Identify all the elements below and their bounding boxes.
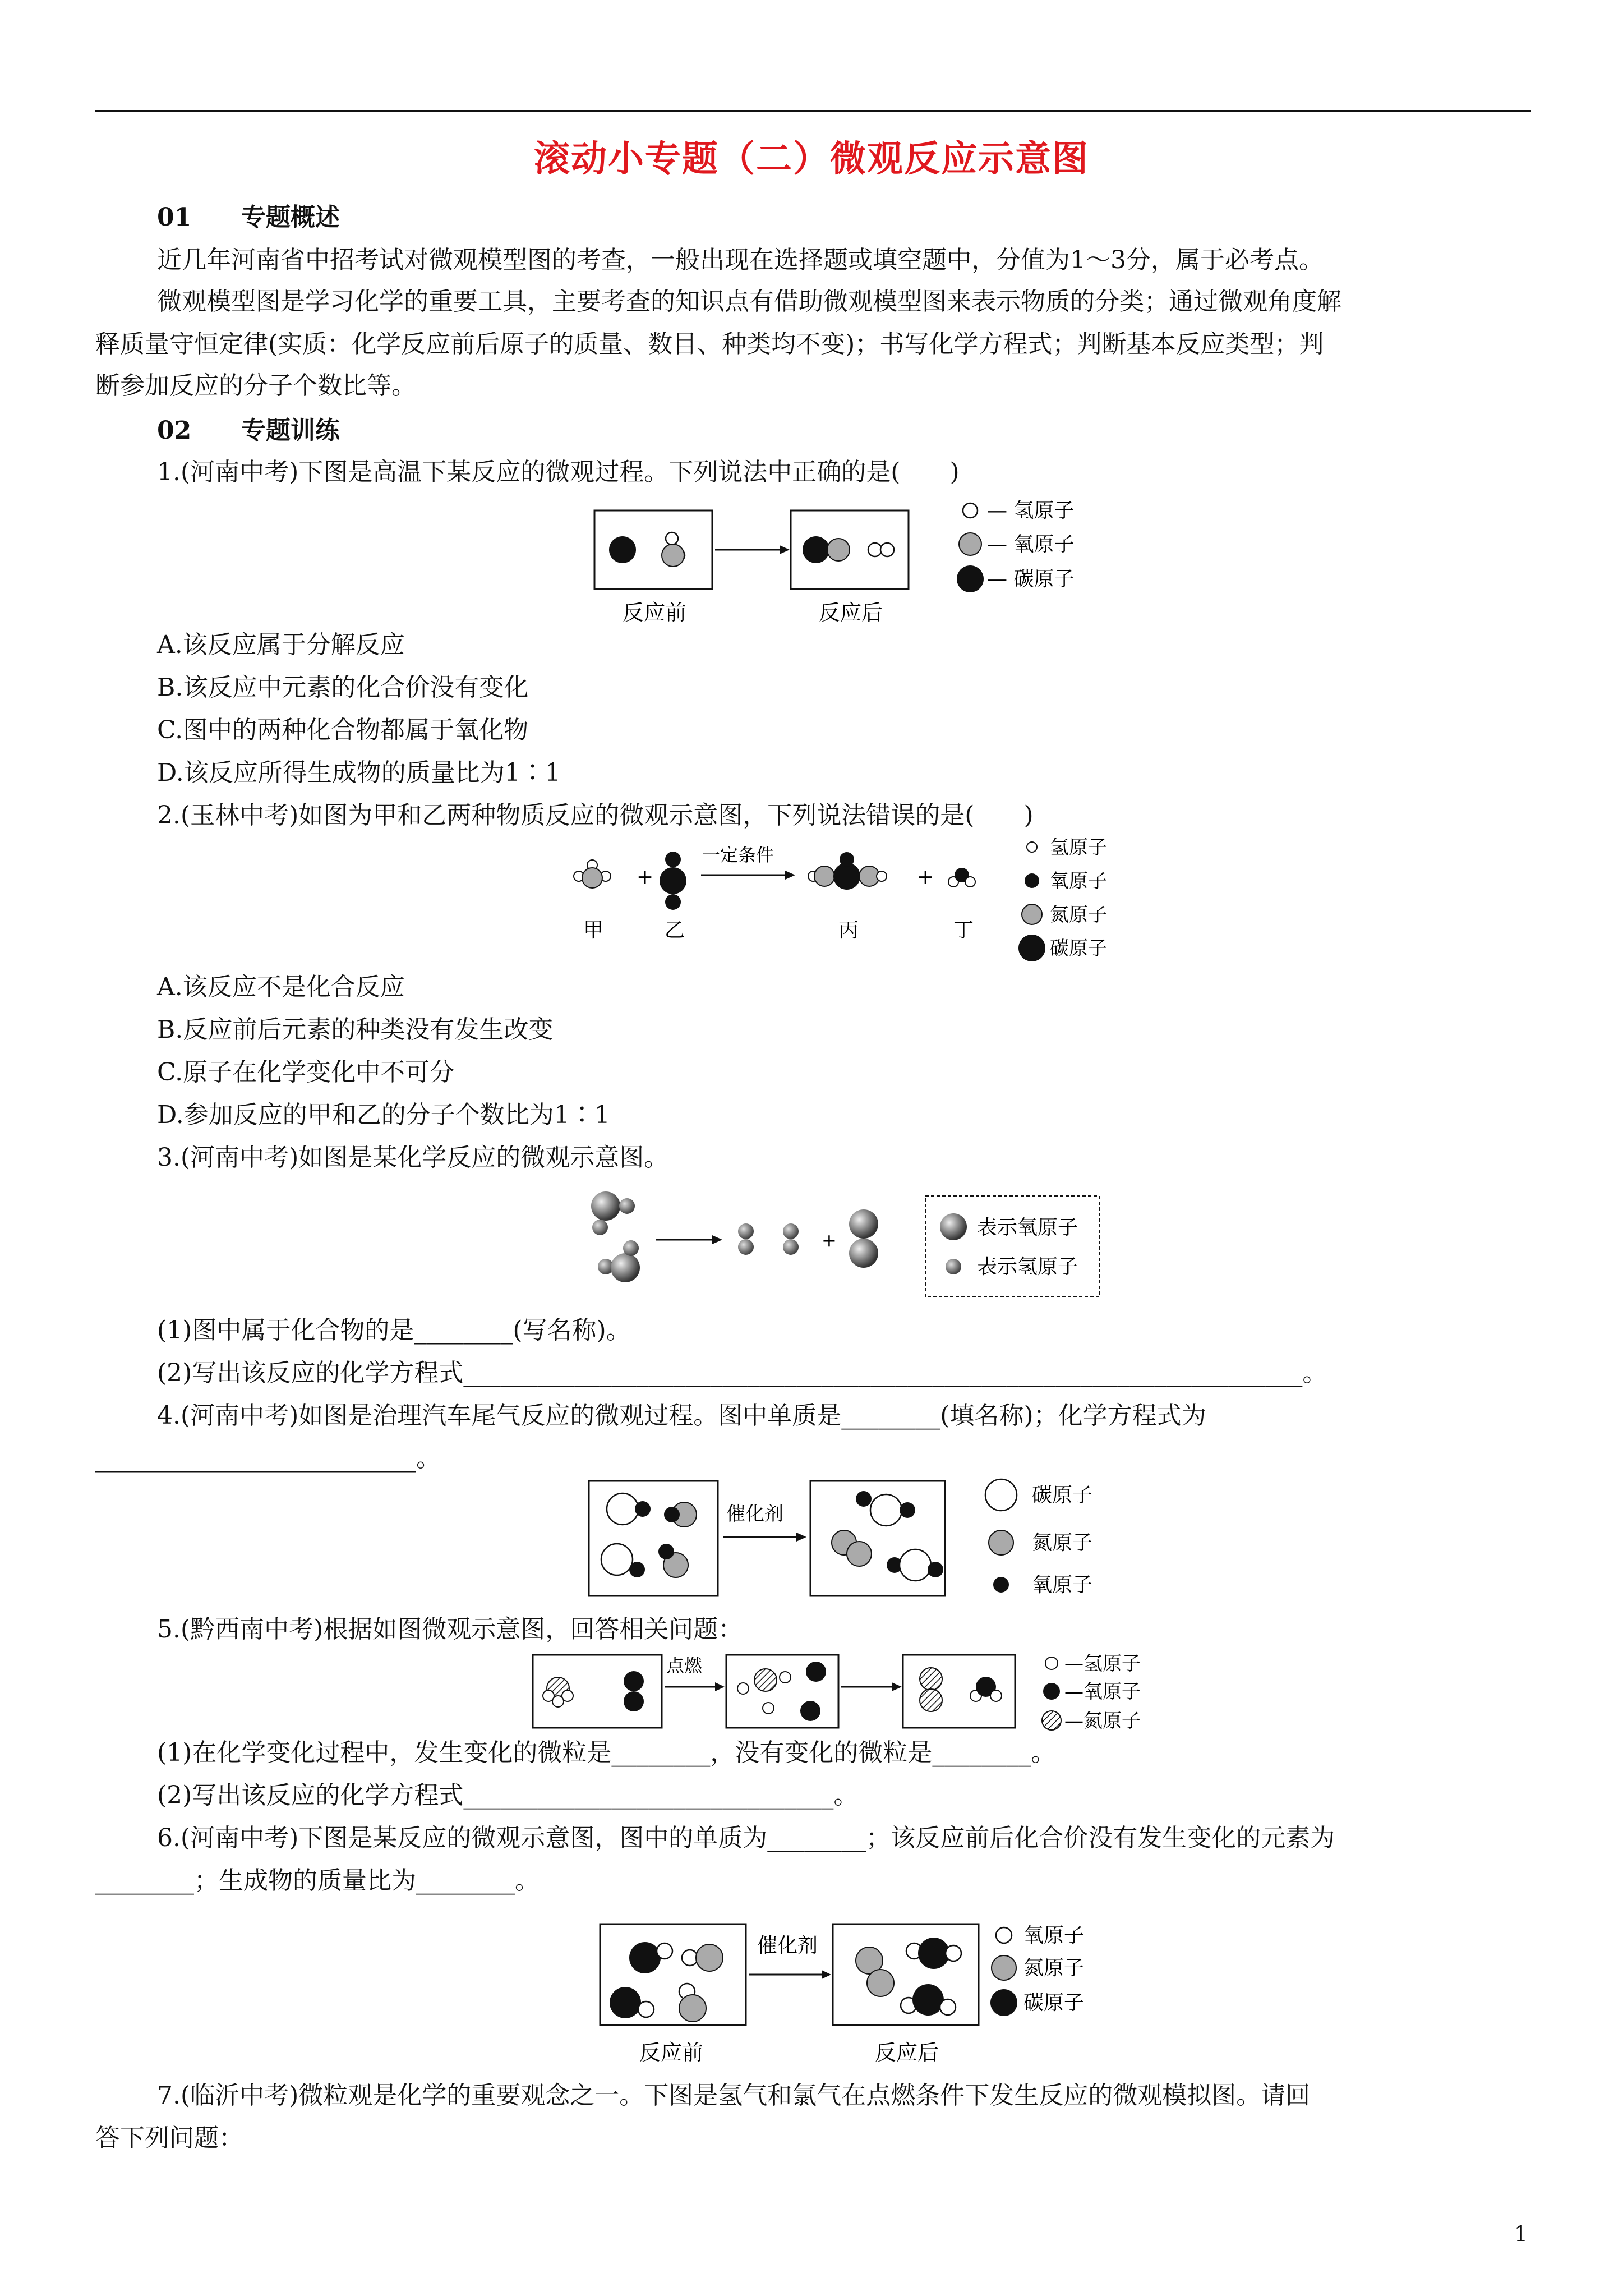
- q2-option-c: C.原子在化学变化中不可分: [157, 1058, 455, 1087]
- oxygen-atom: [662, 544, 684, 567]
- svg-text:+: +: [822, 1230, 837, 1251]
- hydrogen-atom: [783, 1239, 799, 1255]
- q2-figure: [561, 836, 1150, 970]
- oxygen-atom: [682, 1950, 698, 1966]
- oxygen-atom: [665, 894, 681, 910]
- q1-after-label: 反应后: [819, 600, 883, 625]
- oxygen-atom: [928, 1562, 943, 1577]
- carbon-atom: [609, 536, 636, 563]
- hydrogen-atom: [877, 871, 887, 881]
- q1-legend-oxygen: — 氧原子: [987, 533, 1075, 556]
- q2-legend-hydrogen: 氢原子: [1050, 836, 1107, 859]
- oxygen-atom: [665, 852, 681, 867]
- oxygen-atom: [856, 1491, 872, 1507]
- legend-nitrogen-icon: [989, 1530, 1013, 1555]
- q4-figure: [583, 1475, 1116, 1610]
- nitrogen-atom: [920, 1668, 942, 1690]
- q3-legend-box: [925, 1196, 1099, 1297]
- oxygen-atom: [657, 1943, 672, 1959]
- q4-stem-line1: 4.(河南中考)如图是治理汽车尾气反应的微观过程。图中单质是________(填名称)；化学方程式为: [157, 1401, 1206, 1430]
- oxygen-atom: [658, 1544, 674, 1559]
- legend-nitrogen-icon: [992, 1955, 1016, 1980]
- legend-oxygen-icon: [993, 1577, 1009, 1593]
- hydrogen-atom: [738, 1239, 754, 1255]
- q2-stem: 2.(玉林中考)如图为甲和乙两种物质反应的微观示意图，下列说法错误的是( ): [157, 801, 1034, 830]
- q2-option-b: B.反应前后元素的种类没有发生改变: [157, 1015, 554, 1044]
- q6-stem-line2: ________；生成物的质量比为________。: [95, 1866, 540, 1895]
- q1-option-c: C.图中的两种化合物都属于氧化物: [157, 716, 529, 744]
- q4-before-box: [589, 1481, 718, 1596]
- q1-legend-hydrogen: — 氢原子: [987, 499, 1075, 522]
- q5-sub1: (1)在化学变化过程中，发生变化的微粒是________，没有变化的微粒是________。: [157, 1738, 1056, 1767]
- q5-stem: 5.(黔西南中考)根据如图微观示意图，回答相关问题：: [157, 1615, 743, 1644]
- legend-carbon-icon: [1018, 935, 1045, 961]
- q2-label-ding: 丁: [953, 919, 974, 942]
- hydrogen-atom: [780, 1672, 791, 1683]
- hydrogen-atom: [763, 1703, 774, 1714]
- carbon-atom: [870, 1494, 902, 1526]
- carbon-atom: [601, 1544, 633, 1575]
- carbon-atom: [629, 1942, 661, 1973]
- oxygen-atom: [611, 1253, 640, 1282]
- legend-hydrogen-icon: [963, 503, 978, 518]
- oxygen-atom: [664, 1507, 680, 1522]
- nitrogen-atom: [847, 1542, 872, 1566]
- q5-legend-oxygen: —氧原子: [1064, 1681, 1141, 1703]
- q1-stem: 1.(河南中考)下图是高温下某反应的微观过程。下列说法中正确的是( ): [157, 458, 960, 486]
- q6-figure: [594, 1913, 1110, 2076]
- legend-oxygen-icon: [940, 1213, 967, 1240]
- q6-stem-line1: 6.(河南中考)下图是某反应的微观示意图，图中的单质为________；该反应前后化合价没有发生变化的元素为: [157, 1824, 1335, 1852]
- nitrogen-atom: [582, 868, 602, 888]
- oxygen-atom: [635, 1501, 651, 1517]
- q1-option-d: D.该反应所得生成物的质量比为1∶1: [157, 758, 561, 787]
- hydrogen-atom: [552, 1696, 564, 1707]
- q2-legend-oxygen: 氧原子: [1050, 870, 1107, 892]
- oxygen-atom: [624, 1671, 644, 1691]
- nitrogen-atom: [867, 1970, 894, 1996]
- hydrogen-atom: [880, 543, 894, 556]
- legend-oxygen-icon: [959, 533, 981, 555]
- hydrogen-atom: [738, 1223, 754, 1239]
- carbon-atom: [803, 536, 829, 563]
- oxygen-atom: [800, 1701, 820, 1721]
- top-rule: [95, 110, 1531, 112]
- q6-catalyst: 催化剂: [757, 1934, 818, 1957]
- oxygen-atom: [624, 1691, 644, 1711]
- oxygen-atom: [849, 1209, 878, 1239]
- q1-figure: [589, 494, 1105, 628]
- legend-hydrogen-icon: [1045, 1657, 1058, 1669]
- hydrogen-atom: [965, 877, 975, 887]
- oxygen-atom: [629, 1562, 645, 1577]
- hydrogen-atom: [990, 1690, 1002, 1701]
- carbon-atom: [610, 1987, 641, 2018]
- overview-p2-line1: 微观模型图是学习化学的重要工具，主要考查的知识点有借助微观模型图来表示物质的分类；通过微观角度解: [157, 287, 1341, 316]
- q3-legend-oxygen: 表示氧原子: [977, 1216, 1078, 1239]
- q4-catalyst: 催化剂: [726, 1503, 783, 1525]
- q1-legend-carbon: — 碳原子: [987, 568, 1075, 591]
- q2-option-a: A.该反应不是化合反应: [157, 973, 405, 1001]
- page-number: 1: [1514, 2221, 1528, 2246]
- q6-after-label: 反应后: [875, 2040, 939, 2065]
- q4-legend-carbon: 碳原子: [1032, 1484, 1093, 1507]
- oxygen-atom: [840, 852, 854, 867]
- overview-heading: 专题概述: [241, 203, 340, 232]
- legend-hydrogen-icon: [1027, 842, 1037, 852]
- legend-hydrogen-icon: [946, 1259, 961, 1274]
- legend-carbon-icon: [957, 565, 984, 592]
- q2-label-yi: 乙: [665, 919, 685, 942]
- page-title: 滚动小专题（二）微观反应示意图: [534, 138, 1089, 180]
- q4-legend-nitrogen: 氮原子: [1032, 1531, 1093, 1554]
- q1-before-label: 反应前: [623, 600, 687, 625]
- q2-legend-nitrogen: 氮原子: [1050, 904, 1107, 926]
- hydrogen-atom: [737, 1683, 749, 1694]
- q3-sub2: (2)写出该反应的化学方程式____________________________________________________________________。: [157, 1359, 1327, 1387]
- carbon-atom: [833, 863, 860, 890]
- oxygen-atom: [827, 539, 850, 561]
- q1-option-a: A.该反应属于分解反应: [157, 631, 405, 659]
- oxygen-atom: [946, 1945, 961, 1961]
- oxygen-atom: [849, 1239, 878, 1268]
- q5-figure: [527, 1646, 1155, 1736]
- nitrogen-atom: [679, 1995, 706, 2022]
- hydrogen-atom: [783, 1223, 799, 1239]
- q2-label-jia: 甲: [583, 919, 604, 942]
- hydrogen-atom: [868, 543, 882, 556]
- training-heading-num: 02: [157, 416, 192, 445]
- q6-legend-nitrogen: 氮原子: [1023, 1957, 1085, 1980]
- carbon-atom: [660, 867, 686, 894]
- q4-legend-oxygen: 氧原子: [1032, 1573, 1093, 1596]
- q3-stem: 3.(河南中考)如图是某化学反应的微观示意图。: [157, 1143, 669, 1172]
- legend-carbon-icon: [990, 1989, 1017, 2016]
- oxygen-atom: [940, 1999, 956, 2015]
- nitrogen-atom: [696, 1944, 723, 1971]
- legend-nitrogen-icon: [1022, 904, 1042, 924]
- q5-condition: 点燃: [666, 1655, 703, 1676]
- q7-stem-line2: 答下列问题：: [95, 2124, 243, 2152]
- hydrogen-atom: [592, 1220, 608, 1235]
- nitrogen-atom: [920, 1689, 942, 1711]
- legend-nitrogen-icon: [1042, 1711, 1061, 1730]
- q6-legend-carbon: 碳原子: [1023, 1991, 1085, 2014]
- oxygen-atom: [806, 1662, 826, 1682]
- q2-option-d: D.参加反应的甲和乙的分子个数比为1∶1: [157, 1101, 610, 1129]
- legend-oxygen-icon: [1043, 1683, 1060, 1700]
- hydrogen-atom: [619, 1198, 635, 1214]
- oxygen-atom: [638, 2001, 654, 2017]
- q3-sub1: (1)图中属于化合物的是________(写名称)。: [157, 1316, 631, 1345]
- legend-carbon-icon: [985, 1479, 1017, 1511]
- q5-sub2: (2)写出该反应的化学方程式______________________________。: [157, 1781, 859, 1810]
- q2-label-bing: 丙: [838, 919, 859, 942]
- carbon-atom: [912, 1984, 944, 2016]
- svg-text:+: +: [917, 866, 934, 889]
- overview-heading-num: 01: [157, 203, 192, 232]
- hydrogen-atom: [666, 532, 678, 545]
- carbon-atom: [918, 1938, 949, 1969]
- q3-legend-hydrogen: 表示氢原子: [977, 1255, 1078, 1278]
- carbon-atom: [900, 1549, 931, 1581]
- q6-legend-oxygen: 氧原子: [1023, 1924, 1085, 1947]
- hydrogen-atom: [623, 1240, 639, 1256]
- q3-figure: [578, 1184, 1110, 1313]
- q5-legend-nitrogen: —氮原子: [1064, 1710, 1141, 1732]
- q4-stem-line2: __________________________。: [95, 1444, 441, 1473]
- svg-text:+: +: [637, 866, 654, 889]
- training-heading: 专题训练: [241, 416, 340, 445]
- oxygen-atom: [591, 1191, 620, 1221]
- oxygen-atom: [900, 1502, 915, 1518]
- q1-option-b: B.该反应中元素的化合价没有变化: [157, 673, 529, 702]
- legend-oxygen-icon: [1025, 873, 1039, 888]
- overview-p2-line2: 释质量守恒定律(实质：化学反应前后原子的质量、数目、种类均不变)；书写化学方程式；判断基本反应类型；判: [95, 330, 1324, 358]
- carbon-atom: [607, 1493, 638, 1525]
- q2-legend-carbon: 碳原子: [1050, 937, 1107, 960]
- q5-legend-hydrogen: —氢原子: [1064, 1653, 1141, 1675]
- nitrogen-atom: [814, 866, 834, 886]
- nitrogen-atom: [754, 1669, 777, 1691]
- q7-stem-line1: 7.(临沂中考)微粒观是化学的重要观念之一。下图是氢气和氯气在点燃条件下发生反应的微观模拟图。请回: [157, 2081, 1311, 2110]
- q6-before-label: 反应前: [639, 2040, 704, 2065]
- overview-p1: 近几年河南省中招考试对微观模型图的考查，一般出现在选择题或填空题中，分值为1～3分，属于必考点。: [157, 246, 1324, 274]
- q2-condition: 一定条件: [702, 844, 774, 866]
- legend-oxygen-icon: [996, 1927, 1012, 1943]
- overview-p2-line3: 断参加反应的分子个数比等。: [95, 371, 416, 400]
